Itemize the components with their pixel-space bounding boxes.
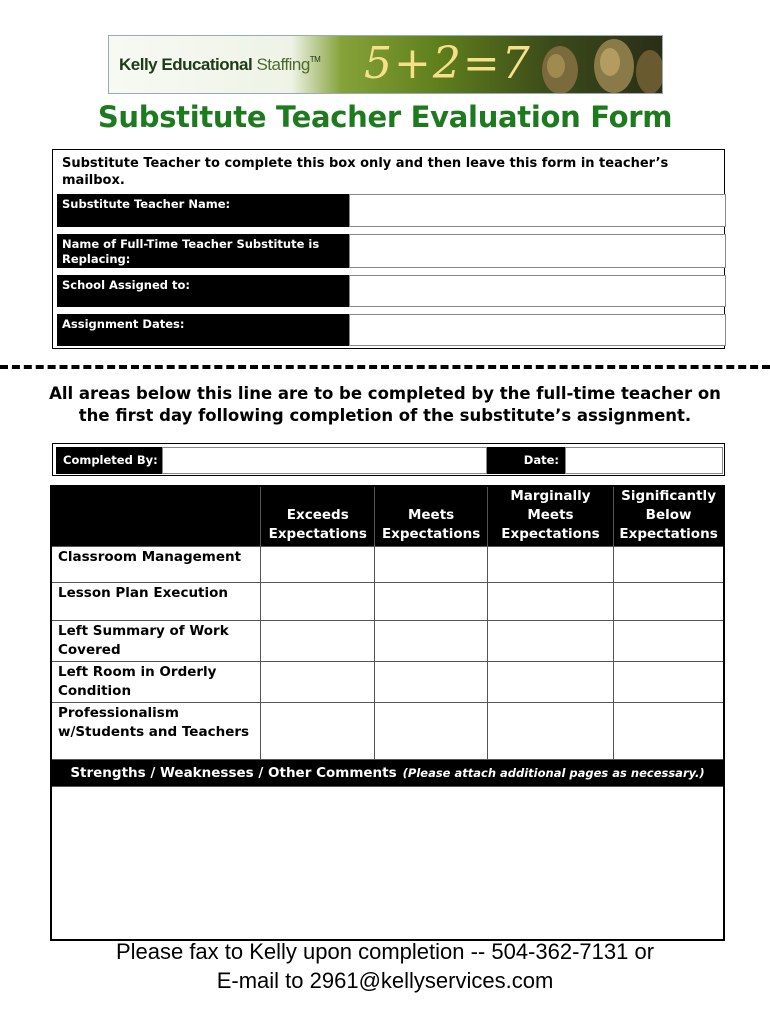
rating-cell[interactable] — [487, 703, 613, 760]
comments-header — [51, 760, 724, 787]
full-time-teacher-label: Name of Full-Time Teacher Substitute is Replacing: — [57, 234, 349, 268]
criterion-lesson-plan-execution: Lesson Plan Execution — [51, 583, 261, 621]
school-assigned-input[interactable] — [349, 275, 726, 307]
completed-by-input[interactable] — [162, 447, 487, 474]
column-header-exceeds: Exceeds Expectations — [261, 486, 375, 547]
rating-cell[interactable] — [614, 662, 724, 703]
comments-label: Strengths / Weaknesses / Other Comments — [70, 765, 397, 781]
rating-cell[interactable] — [261, 621, 375, 662]
substitute-info-box — [52, 149, 725, 349]
criterion-left-summary: Left Summary of Work Covered — [51, 621, 261, 662]
rating-cell[interactable] — [375, 662, 487, 703]
rating-cell[interactable] — [614, 703, 724, 760]
table-row — [51, 583, 724, 621]
completed-by-row — [52, 443, 725, 476]
cut-line-divider — [0, 365, 770, 369]
field-row-assignment-dates — [57, 314, 726, 346]
school-assigned-label: School Assigned to: — [57, 275, 349, 307]
header-banner — [108, 35, 663, 94]
table-row — [51, 703, 724, 760]
rating-cell[interactable] — [614, 583, 724, 621]
rating-cell[interactable] — [487, 662, 613, 703]
teacher-instruction-line-2: the first day following completion of the substitute’s assignment. — [78, 406, 692, 425]
table-row — [51, 662, 724, 703]
substitute-name-label: Substitute Teacher Name: — [57, 194, 349, 227]
rating-cell[interactable] — [261, 547, 375, 583]
rating-header-row — [51, 486, 724, 547]
rating-cell[interactable] — [375, 621, 487, 662]
rating-cell[interactable] — [375, 703, 487, 760]
brand-logo — [119, 55, 320, 75]
assignment-dates-label: Assignment Dates: — [57, 314, 349, 346]
criteria-header-cell — [51, 486, 261, 547]
field-row-substitute-name — [57, 194, 726, 227]
substitute-name-input[interactable] — [349, 194, 726, 227]
footer-fax-line: Please fax to Kelly upon completion -- 504-362-7131 or — [115, 939, 655, 964]
date-label: Date: — [487, 447, 565, 474]
completed-by-label: Completed By: — [56, 447, 162, 474]
field-row-full-time-teacher — [57, 234, 726, 268]
column-header-significantly-below: Significantly Below Expectations — [614, 486, 724, 547]
rating-cell[interactable] — [614, 547, 724, 583]
full-time-teacher-input[interactable] — [349, 234, 726, 268]
rating-cell[interactable] — [487, 547, 613, 583]
rating-cell[interactable] — [487, 621, 613, 662]
rating-cell[interactable] — [261, 662, 375, 703]
table-row — [51, 621, 724, 662]
assignment-dates-input[interactable] — [349, 314, 726, 346]
rating-cell[interactable] — [375, 583, 487, 621]
student-faces-image — [522, 36, 662, 94]
comments-header-row — [51, 760, 724, 787]
rating-cell[interactable] — [614, 621, 724, 662]
column-header-meets: Meets Expectations — [375, 486, 487, 547]
teacher-instruction — [0, 383, 770, 427]
field-row-school — [57, 275, 726, 307]
page-title: Substitute Teacher Evaluation Form — [97, 100, 673, 134]
date-input[interactable] — [565, 447, 723, 474]
rating-cell[interactable] — [261, 583, 375, 621]
criterion-professionalism: Professionalism w/Students and Teachers — [51, 703, 261, 760]
rating-cell[interactable] — [487, 583, 613, 621]
teacher-instruction-line-1: All areas below this line are to be completed by the full-time teacher on — [49, 384, 721, 403]
brand-name-bold: Kelly Educational — [119, 55, 253, 74]
table-row — [51, 547, 724, 583]
criterion-left-room-orderly: Left Room in Orderly Condition — [51, 662, 261, 703]
criterion-classroom-management: Classroom Management — [51, 547, 261, 583]
comments-note: (Please attach additional pages as necessary.) — [402, 766, 705, 780]
column-header-marginally: Marginally Meets Expectations — [487, 486, 613, 547]
trademark-mark: TM — [309, 55, 321, 64]
comments-textarea[interactable] — [51, 787, 724, 941]
rating-cell[interactable] — [375, 547, 487, 583]
chalk-math-graphic: 5+2=7 — [364, 38, 532, 89]
rating-cell[interactable] — [261, 703, 375, 760]
footer-email-line: E-mail to 2961@kellyservices.com — [216, 968, 554, 993]
brand-name-light: Staffing — [256, 55, 310, 74]
substitute-instruction: Substitute Teacher to complete this box only and then leave this form in teacher’s mailbox. — [62, 156, 669, 188]
evaluation-table — [50, 485, 725, 941]
comments-row — [51, 787, 724, 941]
footer-contact — [0, 937, 770, 995]
